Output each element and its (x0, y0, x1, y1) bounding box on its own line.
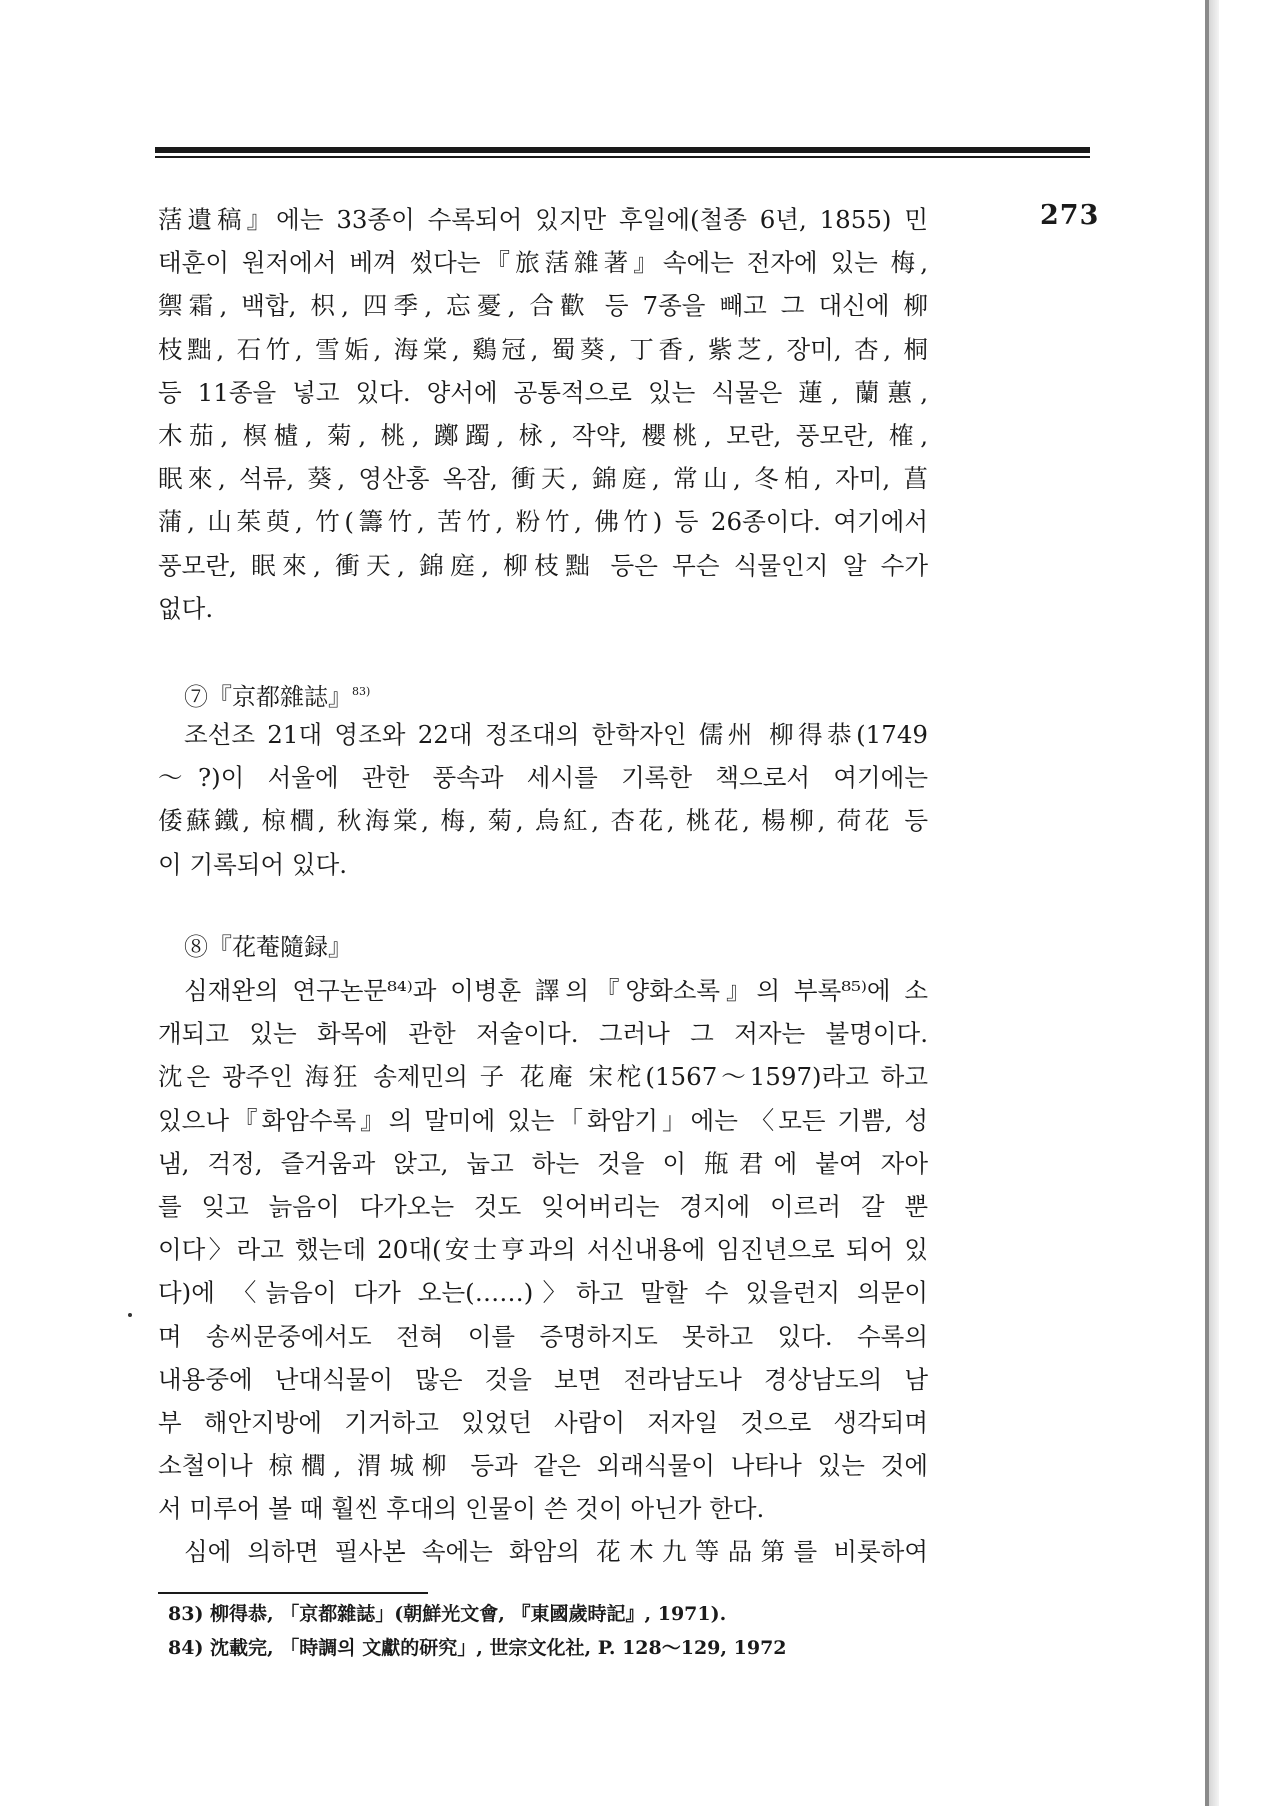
text-line: ～?)이 서울에 관한 풍속과 세시를 기록한 책으로서 여기에는 (158, 763, 928, 793)
text-line: 며 송씨문중에서도 전혀 이를 증명하지도 못하고 있다. 수록의 (158, 1321, 928, 1351)
body-text (158, 198, 928, 1574)
print-speck (128, 1313, 132, 1317)
section-gap (158, 630, 928, 670)
text-line: 다)에 〈늙음이 다가 오는(……)〉하고 말할 수 있을런지 의문이 (158, 1278, 928, 1308)
text-line: 萿遺稿』에는 33종이 수록되어 있지만 후일에(철종 6년, 1855) 민 (158, 205, 928, 234)
footnote-rule (158, 1592, 428, 1594)
text-line: 심에 의하면 필사본 속에는 화암의 花木九等品第를 비롯하여 (184, 1537, 928, 1567)
footnote-ref-83: 83) (352, 684, 371, 698)
text-line: 태훈이 원저에서 베껴 썼다는『旅萿雜著』속에는 전자에 있는 梅, (158, 248, 928, 278)
footnote-84: 84) 沈載完, 「時調의 文獻的研究」, 世宗文化社, P. 128～129, 1972 (168, 1637, 787, 1659)
text-line: 沈은 광주인 海狂 송제민의 子 花庵 宋柁(1567～1597)라고 하고 (158, 1062, 928, 1092)
page-edge-gradient (1209, 0, 1219, 1806)
text-line: 이 기록되어 있다. (158, 849, 348, 879)
text-line: 禦霜, 백합, 枳, 四季, 忘憂, 合歡 등 7종을 빼고 그 대신에 柳 (158, 291, 928, 321)
text-line: 서 미루어 볼 때 훨씬 후대의 인물이 쓴 것이 아닌가 한다. (158, 1494, 765, 1524)
section-gap (158, 886, 928, 926)
text-line: 냄, 걱정, 즐거움과 앉고, 눕고 하는 것을 이 甁君에 붙여 자아 (158, 1148, 928, 1178)
text-line: 眠來, 석류, 葵, 영산홍 옥잠, 衝天, 錦庭, 常山, 冬柏, 자미, 菖 (158, 464, 928, 494)
section-7-title: ⑦『京都雜誌』 (184, 682, 352, 711)
header-rule-thick (155, 147, 1090, 153)
section-8-heading: ⑧『花菴隨録』 (184, 932, 352, 961)
text-line: 木茄, 榠樝, 菊, 桃, 躑躅, 栐, 작약, 櫻桃, 모란, 풍모란, 榷, (158, 420, 928, 450)
header-rule-thin (155, 156, 1090, 158)
footnote-83: 83) 柳得恭, 「京都雜誌」(朝鮮光文會, 『東國歲時記』, 1971). (168, 1603, 727, 1625)
text-line: 조선조 21대 영조와 22대 정조대의 한학자인 儒州 柳得恭(1749 (184, 720, 928, 750)
footnotes (168, 1597, 928, 1665)
text-line: 를 잊고 늙음이 다가오는 것도 잊어버리는 경지에 이르러 갈 뿐 (158, 1191, 928, 1221)
text-line: 소철이나 椋櫚, 渭城柳 등과 같은 외래식물이 나타나 있는 것에 (158, 1451, 928, 1481)
text-line: 내용중에 난대식물이 많은 것을 보면 전라남도나 경상남도의 남 (158, 1364, 928, 1394)
text-line: 부 해안지방에 기거하고 있었던 사람이 저자일 것으로 생각되며 (158, 1407, 928, 1437)
text-line: 蒲, 山茱萸, 竹(籌竹, 苦竹, 粉竹, 佛竹) 등 26종이다. 여기에서 (158, 507, 928, 537)
page-margin (1219, 0, 1282, 1806)
text-line: 개되고 있는 화목에 관한 저술이다. 그러나 그 저자는 불명이다. (158, 1019, 928, 1049)
section-7-heading (158, 670, 928, 713)
text-line: 枝黜, 石竹, 雪姤, 海棠, 鷄冠, 蜀葵, 丁香, 紫芝, 장미, 杏, 桐 (158, 334, 928, 364)
page-number: 273 (1040, 200, 1100, 231)
text-line: 이다〉라고 했는데 20대(安士亨과의 서신내용에 임진년으로 되어 있 (158, 1235, 928, 1265)
text-line: 없다. (158, 593, 214, 623)
text-line: 풍모란, 眠來, 衝天, 錦庭, 柳枝黜 등은 무슨 식물인지 알 수가 (158, 550, 928, 580)
text-line: 倭蘇鐵, 椋櫚, 秋海棠, 梅, 菊, 烏紅, 杏花, 桃花, 楊柳, 荷花 등 (158, 806, 928, 836)
text-line: 심재완의 연구논문⁸⁴⁾과 이병훈 譯의『양화소록』의 부록⁸⁵⁾에 소 (184, 976, 928, 1005)
text-line: 등 11종을 넣고 있다. 양서에 공통적으로 있는 식물은 蓮, 蘭蕙, (158, 377, 928, 407)
text-line: 있으나『화암수록』의 말미에 있는「화암기」에는 〈모든 기쁨, 성 (158, 1105, 928, 1135)
